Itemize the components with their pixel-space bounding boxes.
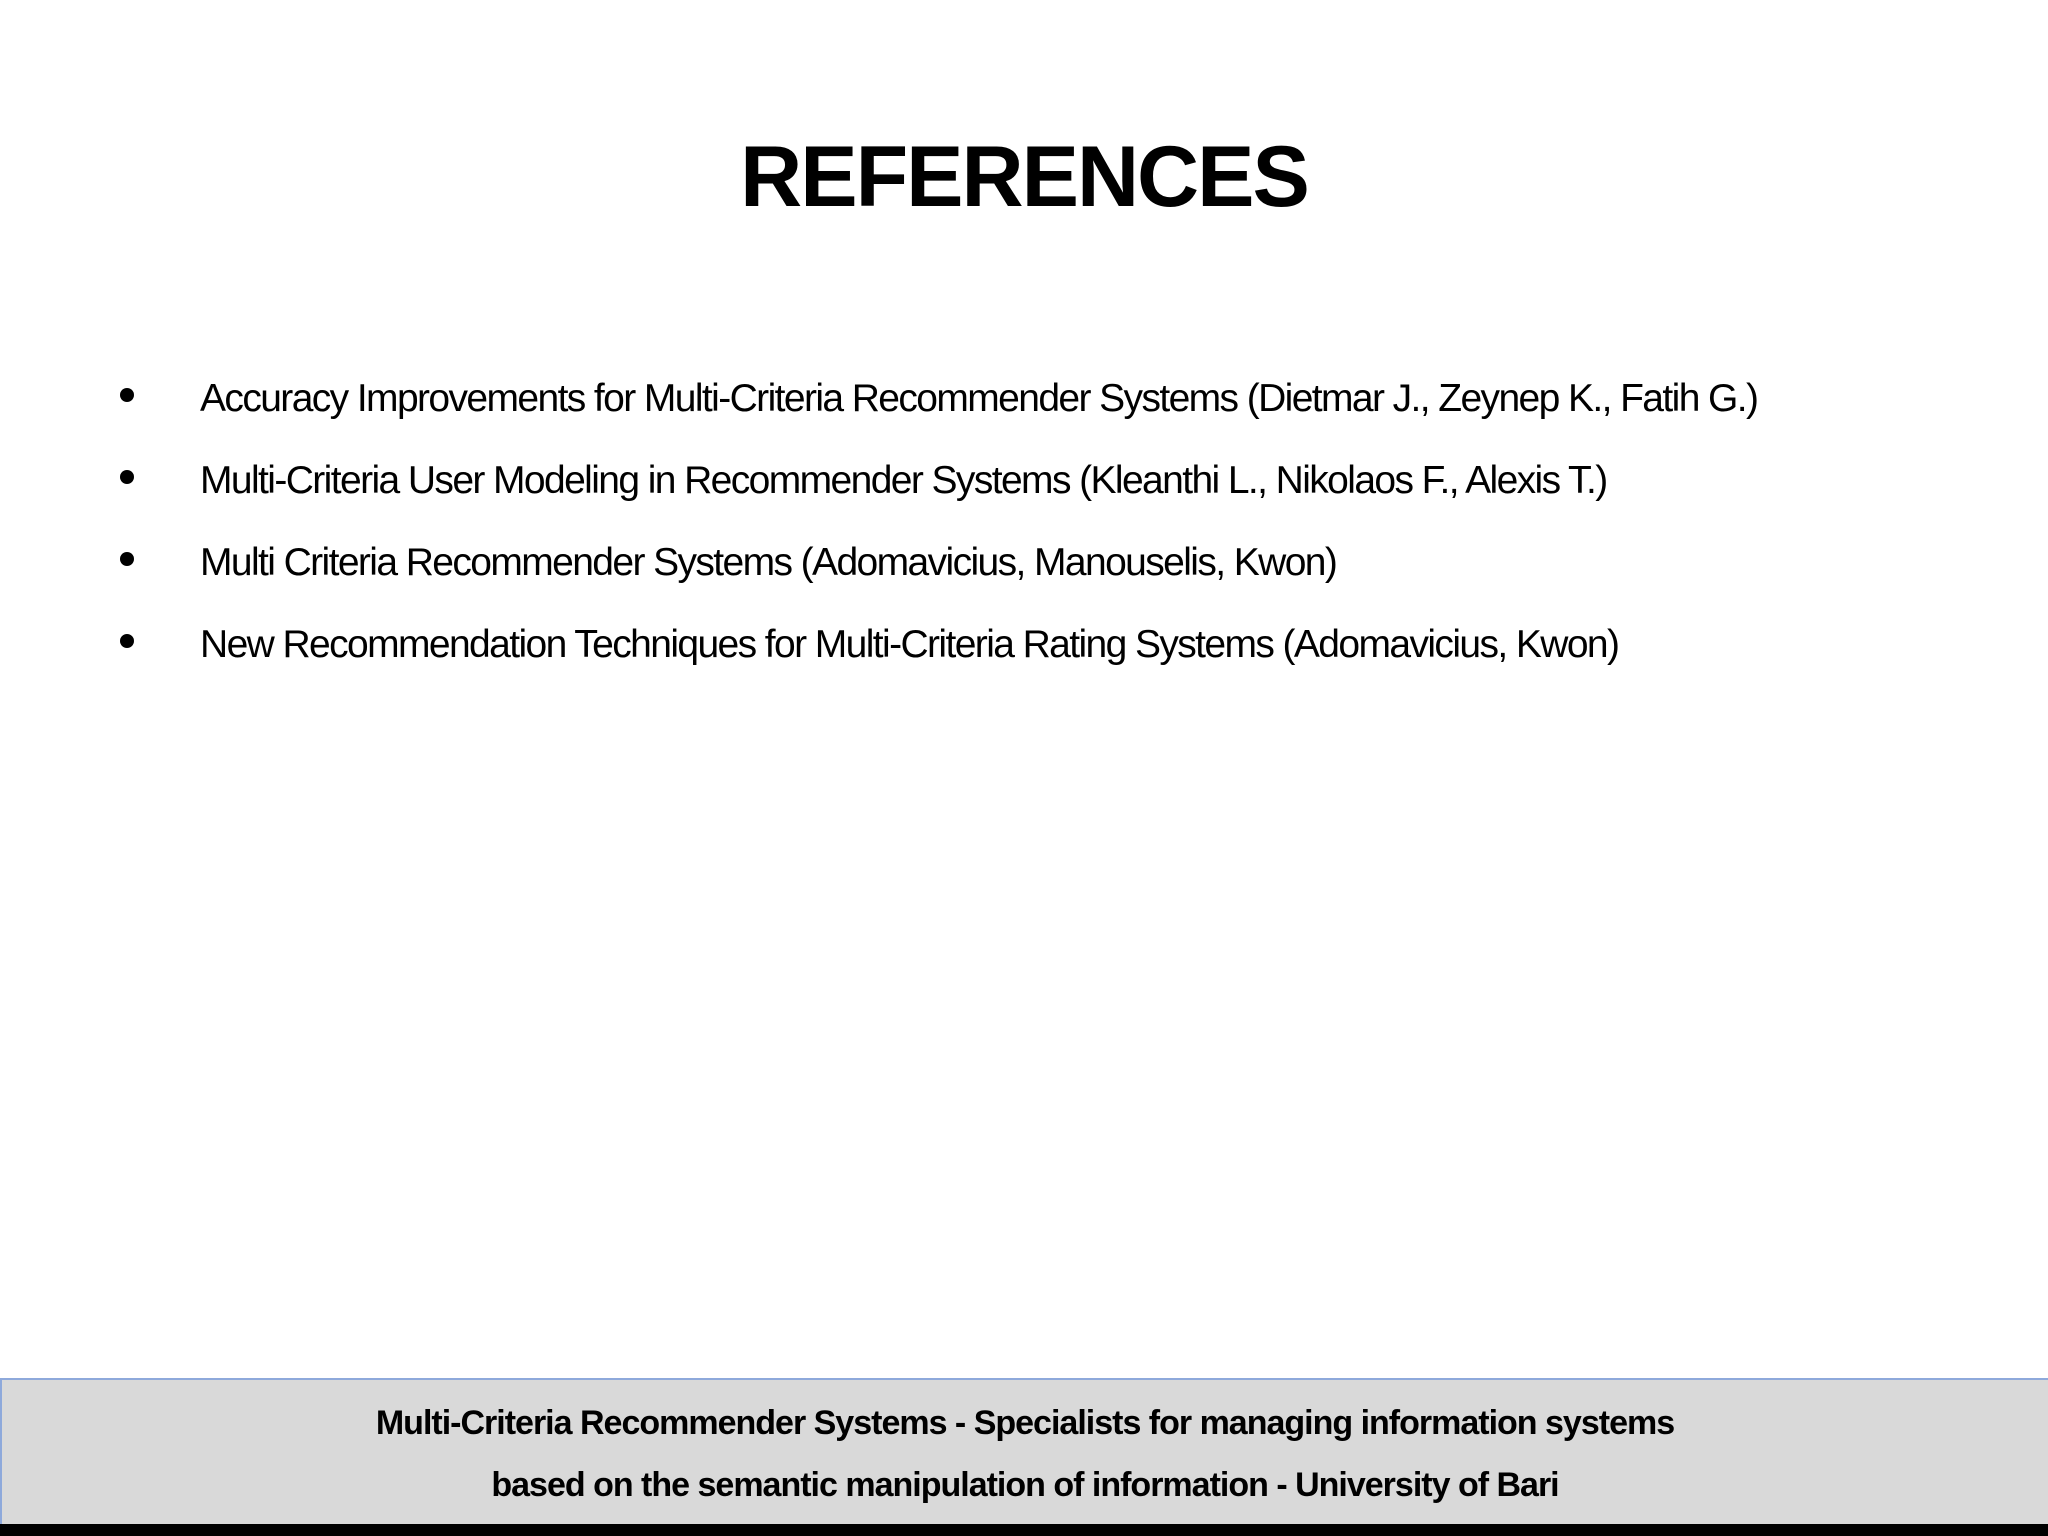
- list-item: [120, 366, 2020, 448]
- footer-line-1: Multi-Criteria Recommender Systems - Specialists for managing information systems: [375, 1404, 1675, 1442]
- bullet-icon: [120, 388, 134, 402]
- slide-footer: [0, 1378, 2048, 1524]
- list-item: [120, 448, 2020, 530]
- bullet-icon: [120, 552, 134, 566]
- reference-text: Accuracy Improvements for Multi-Criteria Recommender Systems (Dietmar J., Zeynep K., Fatih G.): [200, 377, 1758, 420]
- reference-text: Multi-Criteria User Modeling in Recommender Systems (Kleanthi L., Nikolaos F., Alexis T.): [200, 459, 1607, 502]
- footer-line-2: based on the semantic manipulation of information - University of Bari: [491, 1466, 1559, 1504]
- bottom-bar: [0, 1524, 2048, 1536]
- bullet-icon: [120, 470, 134, 484]
- bullet-icon: [120, 634, 134, 648]
- slide-title: REFERENCES: [740, 129, 1308, 225]
- reference-text: New Recommendation Techniques for Multi-Criteria Rating Systems (Adomavicius, Kwon): [200, 623, 1619, 666]
- list-item: [120, 530, 2020, 612]
- references-list: [120, 366, 2020, 694]
- list-item: [120, 612, 2020, 694]
- reference-text: Multi Criteria Recommender Systems (Adomavicius, Manouselis, Kwon): [200, 541, 1337, 584]
